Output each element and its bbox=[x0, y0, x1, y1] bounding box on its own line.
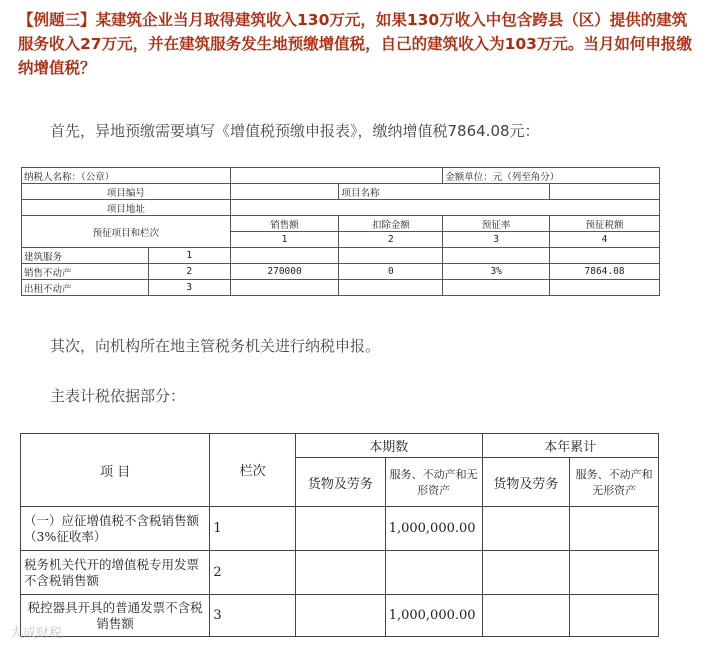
project-number-label: 项目编号 bbox=[22, 184, 231, 200]
paragraph-declare: 其次，向机构所在地主管税务机关进行纳税申报。 bbox=[50, 337, 381, 355]
row-label: 税控器具开具的普通发票不含税销售额 bbox=[21, 595, 210, 637]
row-ytd-goods bbox=[482, 551, 570, 595]
year-to-date-header: 本年累计 bbox=[482, 434, 658, 458]
col-num: 3 bbox=[443, 232, 550, 248]
table-row bbox=[21, 595, 659, 637]
row-name: 销售不动产 bbox=[22, 264, 149, 280]
table-row bbox=[21, 507, 659, 551]
main-tax-basis-table bbox=[20, 433, 659, 637]
item-header: 项 目 bbox=[21, 434, 210, 507]
col-num: 1 bbox=[230, 232, 339, 248]
row-line: 2 bbox=[148, 264, 230, 280]
paragraph-prepay: 首先，异地预缴需要填写《增值税预缴申报表》，缴纳增值税7864.08元： bbox=[50, 122, 540, 140]
row-ytd-goods bbox=[482, 507, 570, 551]
row-sales: 270000 bbox=[230, 264, 339, 280]
line-header: 栏次 bbox=[210, 434, 296, 507]
row-line: 2 bbox=[210, 551, 296, 595]
project-address-label: 项目地址 bbox=[22, 200, 231, 216]
row-ytd-services bbox=[570, 595, 659, 637]
row-goods bbox=[296, 507, 386, 551]
col-header-sales: 销售额 bbox=[230, 216, 339, 232]
row-tax: 7864.08 bbox=[550, 264, 660, 280]
row-ytd-services bbox=[570, 551, 659, 595]
example-title: 【例题三】某建筑企业当月取得建筑收入130万元，如果130万收入中包含跨县（区）提供的建筑服务收入27万元，并在建筑服务发生地预缴增值税，自己的建筑收入为103万元。当月如何申报缴纳增值税？ bbox=[18, 11, 692, 77]
table-row bbox=[22, 264, 660, 280]
goods-labor-header: 货物及劳务 bbox=[296, 458, 386, 507]
row-sales bbox=[230, 280, 339, 296]
paragraph-main-table: 主表计税依据部分： bbox=[50, 387, 186, 405]
ytd-services-header: 服务、不动产和无形资产 bbox=[570, 458, 659, 507]
current-period-header: 本期数 bbox=[296, 434, 483, 458]
project-name-label: 项目名称 bbox=[339, 184, 550, 200]
row-label: 税务机关代开的增值税专用发票不含税销售额 bbox=[21, 551, 210, 595]
row-services: 1,000,000.00 bbox=[385, 507, 482, 551]
prepay-declaration-form bbox=[21, 167, 660, 296]
row-label: （一）应征增值税不含税销售额（3%征收率） bbox=[21, 507, 210, 551]
row-ytd-services bbox=[570, 507, 659, 551]
col-num: 2 bbox=[339, 232, 443, 248]
col-header-tax: 预征税额 bbox=[550, 216, 660, 232]
row-services: 1,000,000.00 bbox=[385, 595, 482, 637]
col-header-deduct: 扣除金额 bbox=[339, 216, 443, 232]
row-deduct bbox=[339, 280, 443, 296]
row-rate bbox=[443, 280, 550, 296]
row-ytd-goods bbox=[482, 595, 570, 637]
services-header: 服务、不动产和无形资产 bbox=[385, 458, 482, 507]
row-rate bbox=[443, 248, 550, 264]
col-header-rate: 预征率 bbox=[443, 216, 550, 232]
table-row bbox=[22, 280, 660, 296]
row-line: 1 bbox=[210, 507, 296, 551]
row-line: 3 bbox=[210, 595, 296, 637]
watermark: 大成财税 bbox=[10, 626, 63, 641]
row-line: 1 bbox=[148, 248, 230, 264]
row-goods bbox=[296, 551, 386, 595]
row-services bbox=[385, 551, 482, 595]
row-tax bbox=[550, 280, 660, 296]
row-name: 建筑服务 bbox=[22, 248, 149, 264]
row-line: 3 bbox=[148, 280, 230, 296]
row-rate: 3% bbox=[443, 264, 550, 280]
row-tax bbox=[550, 248, 660, 264]
row-name: 出租不动产 bbox=[22, 280, 149, 296]
col-num: 4 bbox=[550, 232, 660, 248]
table-row bbox=[21, 551, 659, 595]
row-deduct bbox=[339, 248, 443, 264]
taxpayer-name-label: 纳税人名称：（公章） bbox=[22, 168, 231, 184]
row-sales bbox=[230, 248, 339, 264]
row-goods bbox=[296, 595, 386, 637]
table-row bbox=[22, 248, 660, 264]
row-deduct: 0 bbox=[339, 264, 443, 280]
ytd-goods-labor-header: 货物及劳务 bbox=[482, 458, 570, 507]
amount-unit-label: 金额单位：元（列至角分） bbox=[443, 168, 660, 184]
items-header: 预征项目和栏次 bbox=[22, 216, 231, 248]
